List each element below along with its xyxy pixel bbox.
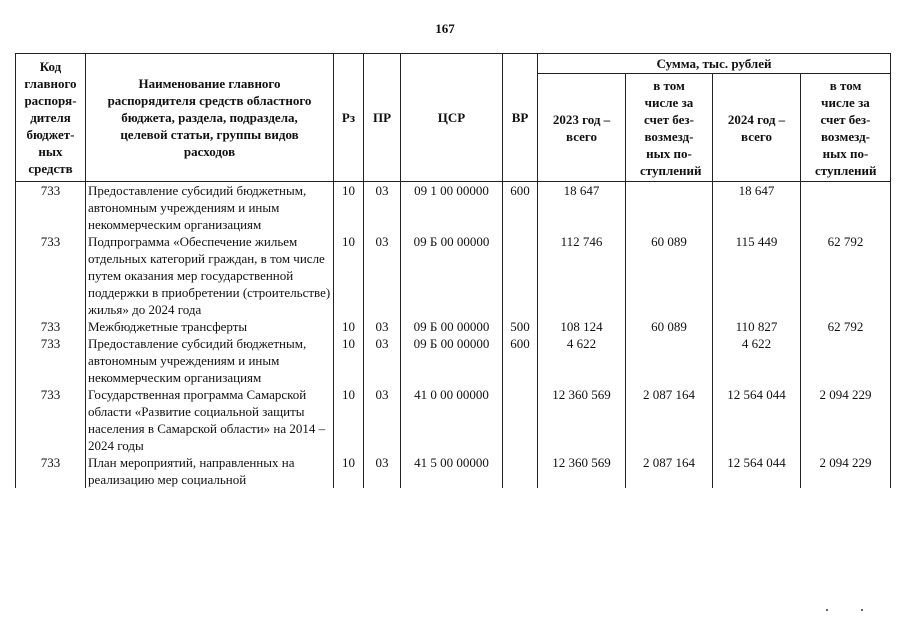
- cell-csr: 09 Б 00 00000: [401, 335, 503, 386]
- cell-name: План мероприятий, направленных на реализацию мер социальной: [86, 454, 334, 488]
- table-row: [16, 182, 891, 234]
- cell-2023-total: 4 622: [538, 335, 626, 386]
- cell-2024-total: 110 827: [713, 318, 801, 335]
- cell-code: 733: [16, 182, 86, 234]
- cell-pr: 03: [364, 233, 401, 318]
- cell-rz: 10: [334, 335, 364, 386]
- cell-pr: 03: [364, 386, 401, 454]
- cell-2023-grants: 60 089: [626, 233, 713, 318]
- cell-name: Предоставление субсидий бюджетным, автономным учреждениям и иным некоммерческим организациям: [86, 182, 334, 234]
- cell-csr: 09 Б 00 00000: [401, 318, 503, 335]
- cell-2024-grants: [801, 182, 891, 234]
- cell-csr: 41 0 00 00000: [401, 386, 503, 454]
- cell-rz: 10: [334, 233, 364, 318]
- table-row: [16, 454, 891, 488]
- cell-code: 733: [16, 386, 86, 454]
- cell-csr: 09 Б 00 00000: [401, 233, 503, 318]
- header-2024-total: 2024 год – всего: [713, 74, 801, 182]
- cell-name: Подпрограмма «Обеспечение жильем отдельных категорий граждан, в том числе путем оказания мер государственной поддержки в приобретении (строительстве) жилья» до 2024 года: [86, 233, 334, 318]
- page-number: 167: [435, 21, 455, 36]
- cell-name: Межбюджетные трансферты: [86, 318, 334, 335]
- cell-vr: [503, 386, 538, 454]
- cell-2023-grants: 60 089: [626, 318, 713, 335]
- cell-pr: 03: [364, 335, 401, 386]
- header-2024-grants: в том числе за счет без-возмезд-ных по-ступлений: [801, 74, 891, 182]
- table-row: [16, 386, 891, 454]
- scan-speck: [861, 609, 863, 611]
- header-2023-grants: в том числе за счет без-возмезд-ных по-ступлений: [626, 74, 713, 182]
- cell-2024-grants: 2 094 229: [801, 386, 891, 454]
- cell-2023-total: 12 360 569: [538, 386, 626, 454]
- cell-2024-total: 115 449: [713, 233, 801, 318]
- table-row: [16, 318, 891, 335]
- cell-2023-grants: 2 087 164: [626, 454, 713, 488]
- cell-vr: 600: [503, 335, 538, 386]
- header-rz: Рз: [334, 54, 364, 182]
- cell-2023-total: 108 124: [538, 318, 626, 335]
- cell-2023-grants: 2 087 164: [626, 386, 713, 454]
- scan-speck: [826, 609, 828, 611]
- cell-name: Государственная программа Самарской области «Развитие социальной защиты населения в Самарской области» на 2014 – 2024 годы: [86, 386, 334, 454]
- cell-2023-total: 112 746: [538, 233, 626, 318]
- cell-code: 733: [16, 233, 86, 318]
- cell-2023-grants: [626, 182, 713, 234]
- cell-2023-total: 12 360 569: [538, 454, 626, 488]
- table-row: [16, 233, 891, 318]
- cell-2024-total: 12 564 044: [713, 386, 801, 454]
- cell-2023-grants: [626, 335, 713, 386]
- cell-name: Предоставление субсидий бюджетным, автономным учреждениям и иным некоммерческим организациям: [86, 335, 334, 386]
- header-sum-group: Сумма, тыс. рублей: [538, 54, 891, 74]
- header-code: Код главного распоря-дителя бюджет-ных средств: [16, 54, 86, 182]
- cell-rz: 10: [334, 318, 364, 335]
- cell-vr: 500: [503, 318, 538, 335]
- cell-code: 733: [16, 454, 86, 488]
- cell-code: 733: [16, 318, 86, 335]
- cell-2023-total: 18 647: [538, 182, 626, 234]
- header-2023-total: 2023 год – всего: [538, 74, 626, 182]
- cell-2024-total: 18 647: [713, 182, 801, 234]
- header-name: Наименование главного распорядителя средств областного бюджета, раздела, подраздела, целевой статьи, группы видов расходов: [86, 54, 334, 182]
- cell-rz: 10: [334, 182, 364, 234]
- cell-code: 733: [16, 335, 86, 386]
- cell-vr: [503, 454, 538, 488]
- cell-csr: 09 1 00 00000: [401, 182, 503, 234]
- cell-csr: 41 5 00 00000: [401, 454, 503, 488]
- cell-vr: [503, 233, 538, 318]
- header-vr: ВР: [503, 54, 538, 182]
- cell-pr: 03: [364, 454, 401, 488]
- cell-2024-total: 12 564 044: [713, 454, 801, 488]
- cell-pr: 03: [364, 182, 401, 234]
- cell-vr: 600: [503, 182, 538, 234]
- table-header: [16, 54, 891, 182]
- cell-2024-grants: 2 094 229: [801, 454, 891, 488]
- cell-2024-grants: [801, 335, 891, 386]
- header-csr: ЦСР: [401, 54, 503, 182]
- budget-table: [15, 53, 891, 488]
- cell-2024-grants: 62 792: [801, 318, 891, 335]
- cell-pr: 03: [364, 318, 401, 335]
- cell-rz: 10: [334, 386, 364, 454]
- table-row: [16, 335, 891, 386]
- table-body: [16, 182, 891, 489]
- cell-2024-total: 4 622: [713, 335, 801, 386]
- header-pr: ПР: [364, 54, 401, 182]
- cell-2024-grants: 62 792: [801, 233, 891, 318]
- cell-rz: 10: [334, 454, 364, 488]
